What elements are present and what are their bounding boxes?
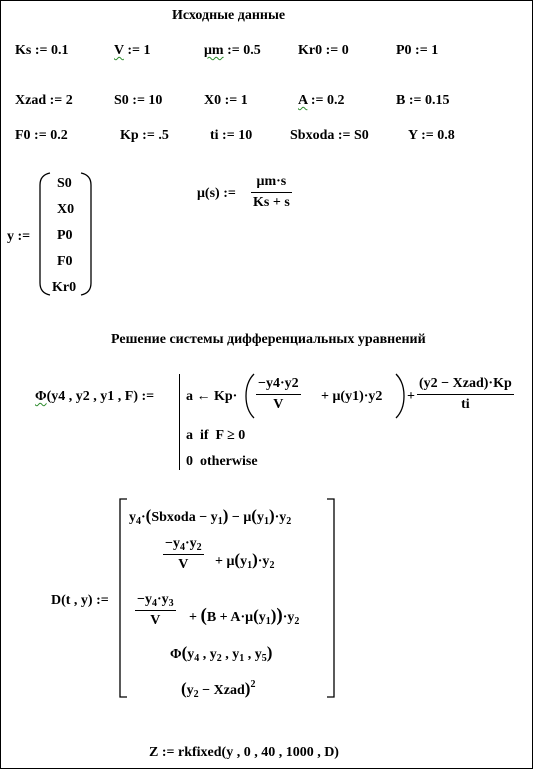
right-paren-icon [79,171,93,297]
d-row-2-fraction: $-y_4\cdot y_2$ V [165,536,202,572]
def-ks: Ks := 0.1 [15,43,69,58]
d-row-5: ($y_2$ − Xzad)$^2$ [181,679,256,700]
def-f0: F0 := 0.2 [15,128,68,143]
mu-fraction [251,175,292,210]
d-def-lhs: D(t , y) := [51,593,109,608]
def-a: A := 0.2 [298,93,345,108]
left-bracket-icon [119,498,129,698]
phi-f2-numerator: (y2 − Xzad)·Kp [419,376,512,391]
rkfixed-call: Z := rkfixed(y , 0 , 40 , 1000 , D) [149,745,339,760]
phi-fraction-2 [417,377,514,412]
phi-line2: a if F ≥ 0 [186,428,246,443]
def-sbxoda: Sbxoda := S0 [290,128,369,143]
program-bar [179,374,180,470]
left-paren-icon [38,171,52,297]
def-kp: Kp := .5 [120,128,169,143]
mu-denominator: Ks + s [253,195,290,210]
phi-f1-denominator: V [273,397,284,412]
phi-fraction-1 [256,377,301,412]
right-paren-icon [394,372,406,420]
y-element-s0: S0 [57,176,72,191]
phi-f1-numerator: −y4·y2 [258,376,299,391]
def-x0: X0 := 1 [204,93,248,108]
heading: Исходные данные [172,8,286,23]
d-row-3-fraction: $-y_4\cdot y_3$ V [137,592,174,628]
d-row-4: $\Phi(y_4$ , $y_2$ , $y_1$ , $y_5$) [170,643,273,664]
y-element-p0: P0 [57,228,73,243]
def-xzad: Xzad := 2 [15,93,73,108]
phi-line1-start: a ← Kp· [186,389,238,404]
mu-def-lhs: μ(s) := [197,186,236,201]
def-y: Y := 0.8 [408,128,455,143]
d-row-1: $y_4\cdot(Sbxoda - y_1) - \mu(y_1)\cdot y_2$ [129,506,292,527]
left-paren-icon [244,372,256,420]
mu-numerator: μm·s [256,174,287,189]
def-b: B := 0.15 [396,93,450,108]
d-row-3-rest: + $(B + A\cdot\mu(y_1))\cdot y_2$ [189,605,300,627]
phi-plus: + [407,389,415,404]
phi-line1-mid: + μ(y1)·y2 [321,389,383,404]
def-p0: P0 := 1 [396,43,439,58]
phi-f2-denominator: ti [461,397,470,412]
def-s0: S0 := 10 [114,93,163,108]
y-element-x0: X0 [57,202,75,217]
y-vector-lhs: y := [7,229,31,244]
phi-line3: 0 otherwise [186,454,258,469]
def-v: V := 1 [114,43,151,58]
def-kr0: Kr0 := 0 [298,43,349,58]
y-element-f0: F0 [57,254,73,269]
section-title: Решение системы дифференциальных уравнений [111,332,426,347]
phi-def-lhs: Φ(y4 , y2 , y1 , F) := [35,389,155,404]
def-mum: μm := 0.5 [204,43,261,58]
y-element-kr0: Kr0 [52,280,77,295]
d-row-2-rest: + $\mu(y_1)\cdot y_2$ [215,550,275,571]
right-bracket-icon [326,498,336,698]
def-ti: ti := 10 [210,128,253,143]
